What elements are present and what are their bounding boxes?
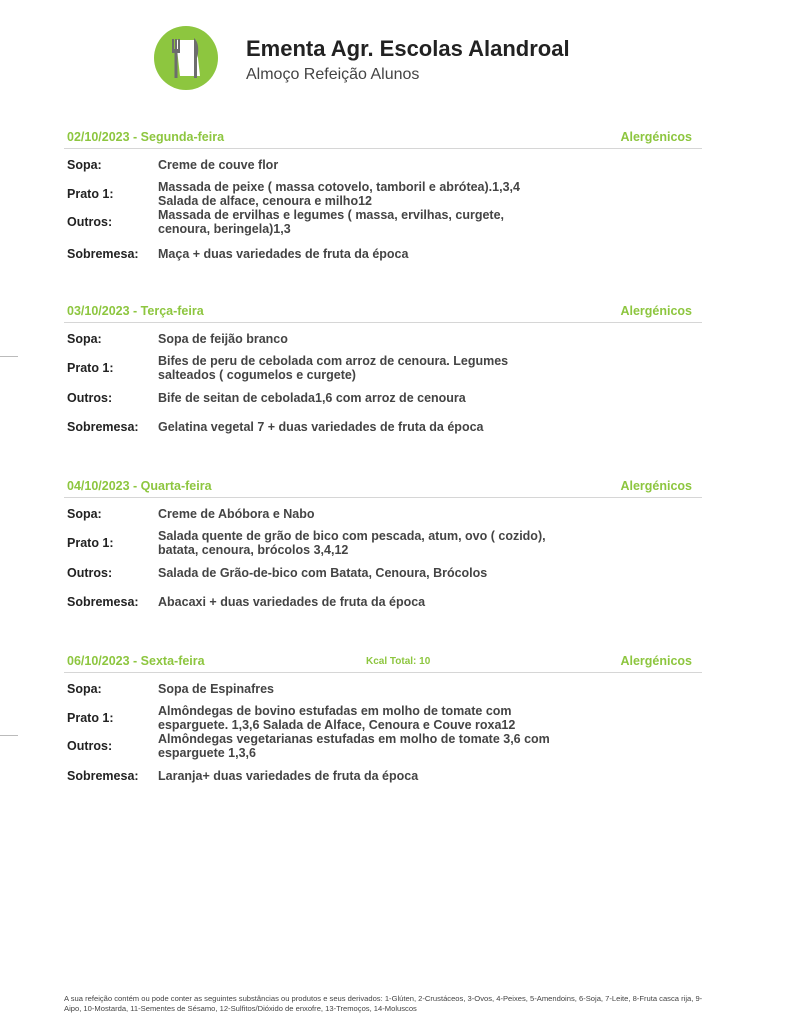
day-date: 04/10/2023 - Quarta-feira [67, 479, 212, 493]
row-value: Sopa de feijão branco [158, 332, 288, 346]
row-label: Outros: [67, 566, 113, 580]
row-label: Sobremesa: [67, 420, 139, 434]
day-menu-tuesday [64, 304, 702, 434]
allergens-link[interactable]: Alergénicos [620, 304, 692, 318]
day-menu-friday [64, 654, 702, 783]
day-header [64, 130, 702, 149]
row-value: Abacaxi + duas variedades de fruta da época [158, 595, 426, 609]
margin-tick [0, 356, 18, 357]
day-header [64, 479, 702, 498]
page-subtitle: Almoço Refeição Alunos [246, 66, 420, 83]
row-label: Outros: [67, 739, 113, 753]
day-header [64, 654, 702, 673]
day-menu-wednesday [64, 479, 702, 609]
row-value: Sopa de Espinafres [158, 682, 275, 696]
day-menu-monday [64, 130, 702, 261]
row-label: Prato 1: [67, 361, 114, 375]
row-label: Sopa: [67, 682, 102, 696]
row-label: Sopa: [67, 332, 102, 346]
day-header [64, 304, 702, 323]
row-label: Sobremesa: [67, 595, 139, 609]
row-value: Almôndegas de bovino estufadas em molho de tomate com esparguete. 1,3,6 Salada de Alface, Cenoura e Couve roxa12 [158, 704, 516, 732]
allergens-link[interactable]: Alergénicos [620, 479, 692, 493]
row-value: Bifes de peru de cebolada com arroz de cenoura. Legumes salteados ( cogumelos e curgete) [158, 354, 509, 382]
allergen-footnote: A sua refeição contém ou pode conter as seguintes substâncias ou produtos e seus derivados: 1-Glúten, 2-Crustáceos, 3-Ovos, 4-Peixes, 5-Amendoins, 6-Soja, 7-Leite, 8-Fruta casca rija, 9-Aipo, 10-Mostarda, 11-Sementes de Sésamo, 12-Sulfitos/Dióxido de enxofre, 13-Tremoços, 14-Moluscos [64, 994, 703, 1013]
margin-tick [0, 735, 18, 736]
row-label: Sobremesa: [67, 247, 139, 261]
allergens-link[interactable]: Alergénicos [620, 654, 692, 668]
cutlery-icon [154, 26, 218, 90]
row-label: Sopa: [67, 158, 102, 172]
row-label: Prato 1: [67, 187, 114, 201]
row-label: Prato 1: [67, 536, 114, 550]
row-label: Outros: [67, 391, 113, 405]
allergens-link[interactable]: Alergénicos [620, 130, 692, 144]
row-value: Gelatina vegetal 7 + duas variedades de fruta da época [158, 420, 484, 434]
row-label: Outros: [67, 215, 113, 229]
kcal-total: Kcal Total: 10 [366, 656, 431, 667]
day-date: 06/10/2023 - Sexta-feira [67, 654, 205, 668]
row-value: Salada de Grão-de-bico com Batata, Cenoura, Brócolos [158, 566, 488, 580]
row-label: Prato 1: [67, 711, 114, 725]
row-value: Creme de Abóbora e Nabo [158, 507, 315, 521]
row-value: Massada de peixe ( massa cotovelo, tamboril e abrótea).1,3,4 Salada de alface, cenoura e milho12 [158, 180, 520, 208]
row-label: Sobremesa: [67, 769, 139, 783]
row-value: Almôndegas vegetarianas estufadas em molho de tomate 3,6 com esparguete 1,3,6 [158, 732, 550, 760]
day-date: 03/10/2023 - Terça-feira [67, 304, 204, 318]
row-value: Massada de ervilhas e legumes ( massa, ervilhas, curgete, cenoura, beringela)1,3 [158, 208, 505, 236]
row-value: Salada quente de grão de bico com pescada, atum, ovo ( cozido), batata, cenoura, brócolos 3,4,12 [158, 529, 546, 557]
row-value: Bife de seitan de cebolada1,6 com arroz de cenoura [158, 391, 466, 405]
row-value: Maça + duas variedades de fruta da época [158, 247, 409, 261]
row-value: Laranja+ duas variedades de fruta da época [158, 769, 419, 783]
page-title: Ementa Agr. Escolas Alandroal [246, 36, 570, 61]
row-label: Sopa: [67, 507, 102, 521]
row-value: Creme de couve flor [158, 158, 279, 172]
day-date: 02/10/2023 - Segunda-feira [67, 130, 225, 144]
